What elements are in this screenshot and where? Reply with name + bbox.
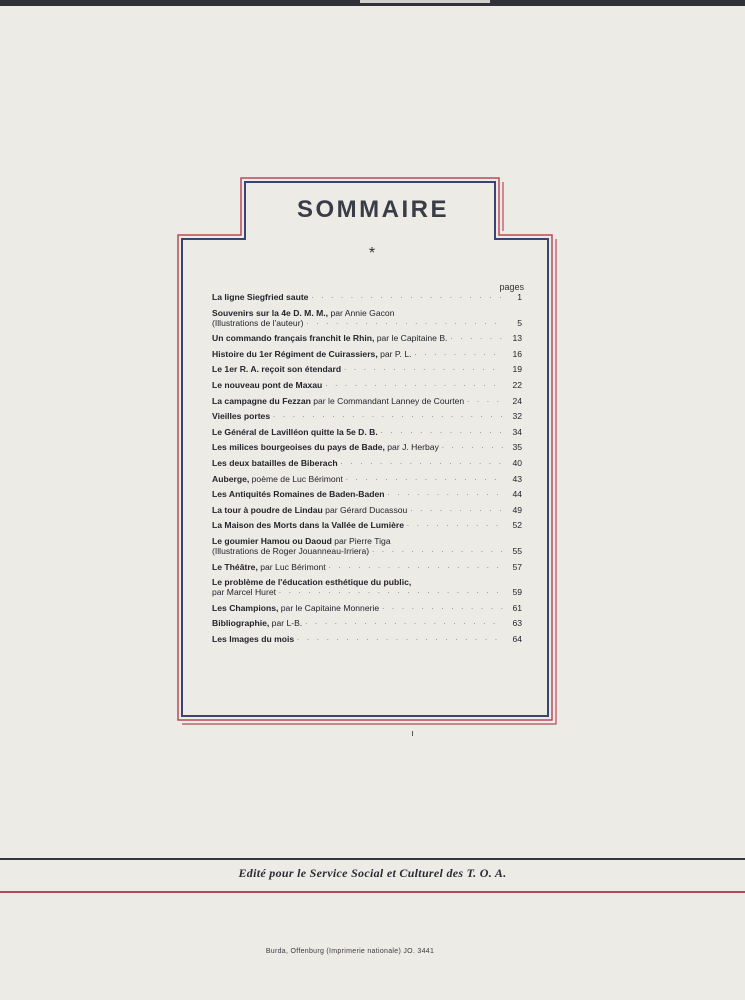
- toc-entry-heading: Souvenirs sur la 4e D. M. M.,: [212, 307, 329, 318]
- footer-rule-red: [0, 891, 745, 893]
- toc-entry-heading: Auberge,: [212, 473, 250, 484]
- toc-entry: [212, 364, 522, 374]
- toc-entry-heading: Histoire du 1er Régiment de Cuirassiers,: [212, 348, 378, 359]
- toc-entry-line: [212, 380, 522, 390]
- toc-entry-title: [212, 562, 326, 572]
- toc-entry: [212, 308, 522, 328]
- page-title: SOMMAIRE: [297, 196, 449, 223]
- footer-rule-dark: [0, 858, 745, 860]
- toc-entry-title: [212, 577, 411, 587]
- toc-entry-heading: Les Champions,: [212, 602, 279, 613]
- toc-entry: [212, 411, 522, 421]
- toc-entry-title: [212, 634, 294, 644]
- toc-entry-title: [212, 505, 407, 515]
- toc-leader-dots: [415, 349, 504, 359]
- toc-entry: [212, 618, 522, 628]
- toc-entry-line: [212, 489, 522, 499]
- toc-entry-title: [212, 618, 302, 628]
- toc-entry-author: poème de Luc Bérimont: [249, 473, 343, 484]
- toc-entry-subtitle: (Illustrations de l'auteur): [212, 317, 304, 328]
- toc-leader-dots: [305, 618, 503, 628]
- toc-entry-heading: La campagne du Fezzan: [212, 395, 311, 406]
- toc-leader-dots: [407, 520, 503, 530]
- toc-entry: [212, 396, 522, 406]
- toc-entry-title: [212, 292, 308, 302]
- toc-entry-heading: Le problème de l'éducation esthétique du public,: [212, 577, 412, 588]
- toc-entry-line: [212, 318, 522, 328]
- toc-leader-dots: [297, 634, 503, 644]
- toc-entry-page: 64: [512, 633, 522, 644]
- toc-entry: [212, 634, 522, 644]
- publisher-line: Edité pour le Service Social et Culturel des T. O. A.: [238, 866, 507, 880]
- toc-entry-heading: Bibliographie,: [212, 618, 270, 629]
- toc-entry-page: 22: [512, 379, 522, 390]
- toc-entry: [212, 577, 522, 597]
- toc-entry-page: 35: [512, 442, 522, 453]
- toc-entry-title: [212, 308, 394, 318]
- toc-entry: [212, 489, 522, 499]
- toc-entry-title: [212, 442, 439, 452]
- toc-entry: [212, 333, 522, 343]
- toc-entry-line: [212, 520, 522, 530]
- toc-leader-dots: [344, 364, 503, 374]
- toc-entry-author: par P. L.: [377, 348, 412, 359]
- toc-entry-line: [212, 474, 522, 484]
- toc-entry-page: 32: [512, 411, 522, 422]
- toc-entry-line: [212, 587, 522, 597]
- toc-entry-line: [212, 364, 522, 374]
- toc-leader-dots: [450, 333, 503, 343]
- toc-entry-page: 43: [512, 473, 522, 484]
- toc-entry-page: 52: [512, 520, 522, 531]
- toc-entry-line: [212, 546, 522, 556]
- toc-entry: [212, 380, 522, 390]
- toc-entry-line: [212, 603, 522, 613]
- toc-entry: [212, 427, 522, 437]
- toc-leader-dots: [311, 292, 503, 302]
- toc-entry: [212, 536, 522, 556]
- toc-entry-page: 49: [512, 504, 522, 515]
- toc-entry-author: par le Capitaine B.: [374, 333, 448, 344]
- toc-entry-heading: Le goumier Hamou ou Daoud: [212, 535, 332, 546]
- toc-entry-author: par L-B.: [269, 618, 303, 629]
- toc-leader-dots: [346, 474, 503, 484]
- toc-entry-heading: Les milices bourgeoises du pays de Bade,: [212, 442, 385, 453]
- toc-entry-page: 34: [512, 426, 522, 437]
- table-of-contents: [212, 292, 522, 649]
- toc-entry-page: 55: [512, 545, 522, 556]
- toc-entry-page: 61: [512, 602, 522, 613]
- toc-entry: [212, 520, 522, 530]
- toc-entry-line: [212, 396, 522, 406]
- toc-entry-heading: Les Antiquités Romaines de Baden-Baden: [212, 489, 385, 500]
- toc-entry-title: [212, 458, 338, 468]
- toc-entry-line: [212, 411, 522, 421]
- toc-leader-dots: [388, 489, 503, 499]
- toc-entry-heading: Le Général de Lavilléon quitte la 5e D. B.: [212, 426, 378, 437]
- toc-entry-page: 13: [512, 333, 522, 344]
- toc-entry-line: [212, 505, 522, 515]
- toc-entry-page: 40: [512, 457, 522, 468]
- toc-entry-title: [212, 380, 322, 390]
- toc-leader-dots: [273, 411, 503, 421]
- toc-entry-page: 24: [512, 395, 522, 406]
- toc-entry-title: [212, 489, 385, 499]
- toc-entry-line: [212, 442, 522, 452]
- toc-entry-title: [212, 333, 447, 343]
- toc-entry: [212, 292, 522, 302]
- toc-leader-dots: [325, 380, 503, 390]
- toc-entry-heading: Les Images du mois: [212, 633, 295, 644]
- toc-entry-title: [212, 520, 404, 530]
- toc-leader-dots: [381, 427, 503, 437]
- toc-entry-title: [212, 603, 379, 613]
- toc-entry-author: par Pierre Tiga: [331, 535, 391, 546]
- toc-entry-line: [212, 458, 522, 468]
- toc-entry-title: [212, 536, 391, 546]
- toc-entry-page: 1: [517, 292, 522, 302]
- toc-entry-page: 59: [512, 587, 522, 598]
- toc-entry-heading: Vieilles portes: [212, 411, 271, 422]
- toc-entry-title: [212, 427, 378, 437]
- toc-entry-heading: La tour à poudre de Lindau: [212, 504, 323, 515]
- toc-leader-dots: [279, 587, 503, 597]
- toc-entry-author: par le Commandant Lanney de Courten: [310, 395, 465, 406]
- toc-entry-page: 5: [517, 317, 522, 328]
- asterisk-separator: *: [368, 245, 376, 262]
- pages-column-header: pages: [499, 282, 524, 292]
- toc-entry-heading: Les deux batailles de Biberach: [212, 457, 338, 468]
- toc-leader-dots: [329, 562, 503, 572]
- toc-entry-subtitle: (Illustrations de Roger Jouanneau-Irriera): [212, 545, 370, 556]
- toc-leader-dots: [410, 505, 503, 515]
- toc-entry-page: 19: [512, 364, 522, 375]
- toc-entry-page: 16: [512, 348, 522, 359]
- toc-entry-line: [212, 292, 522, 302]
- toc-entry-line: [212, 536, 522, 546]
- toc-entry-heading: La Maison des Morts dans la Vallée de Lumière: [212, 520, 404, 531]
- toc-leader-dots: [467, 396, 503, 406]
- toc-entry-title: [212, 411, 270, 421]
- toc-entry-title: [212, 474, 343, 484]
- toc-entry-line: [212, 333, 522, 343]
- toc-entry-title: [212, 396, 464, 406]
- toc-entry: [212, 562, 522, 572]
- toc-entry-title: [212, 349, 412, 359]
- toc-entry-heading: Le nouveau pont de Maxau: [212, 379, 323, 390]
- toc-entry-line: [212, 618, 522, 628]
- toc-entry-heading: Un commando français franchit le Rhin,: [212, 333, 375, 344]
- toc-entry: [212, 505, 522, 515]
- toc-entry: [212, 603, 522, 613]
- toc-leader-dots: [442, 442, 503, 452]
- toc-entry-author: par Luc Bérimont: [257, 561, 326, 572]
- toc-leader-dots: [341, 458, 503, 468]
- toc-entry-line: [212, 562, 522, 572]
- toc-entry-line: [212, 308, 522, 318]
- toc-entry: [212, 458, 522, 468]
- toc-entry-heading: Le Théâtre,: [212, 561, 258, 572]
- toc-entry-page: 57: [512, 561, 522, 572]
- toc-entry-heading: La ligne Siegfried saute: [212, 292, 309, 302]
- toc-entry-page: 63: [512, 618, 522, 629]
- toc-entry-author: par J. Herbay: [384, 442, 439, 453]
- toc-entry-title: [212, 364, 341, 374]
- toc-entry-author: par Gérard Ducassou: [322, 504, 408, 515]
- toc-entry: [212, 442, 522, 452]
- toc-entry: [212, 349, 522, 359]
- tick-mark: [412, 731, 413, 736]
- toc-leader-dots: [372, 546, 503, 556]
- toc-entry-line: [212, 577, 522, 587]
- toc-leader-dots: [382, 603, 503, 613]
- toc-entry-page: 44: [512, 489, 522, 500]
- toc-entry-author: par Annie Gacon: [328, 307, 395, 318]
- toc-entry-line: [212, 349, 522, 359]
- toc-leader-dots: [306, 318, 503, 328]
- toc-entry-heading: Le 1er R. A. reçoit son étendard: [212, 364, 342, 375]
- toc-entry: [212, 474, 522, 484]
- toc-entry-line: [212, 427, 522, 437]
- toc-entry-line: [212, 634, 522, 644]
- toc-entry-author: par le Capitaine Monnerie: [278, 602, 380, 613]
- printer-imprint: Burda, Offenburg (Imprimerie nationale) JO. 3441: [265, 948, 435, 955]
- toc-entry-subtitle: par Marcel Huret: [212, 587, 276, 598]
